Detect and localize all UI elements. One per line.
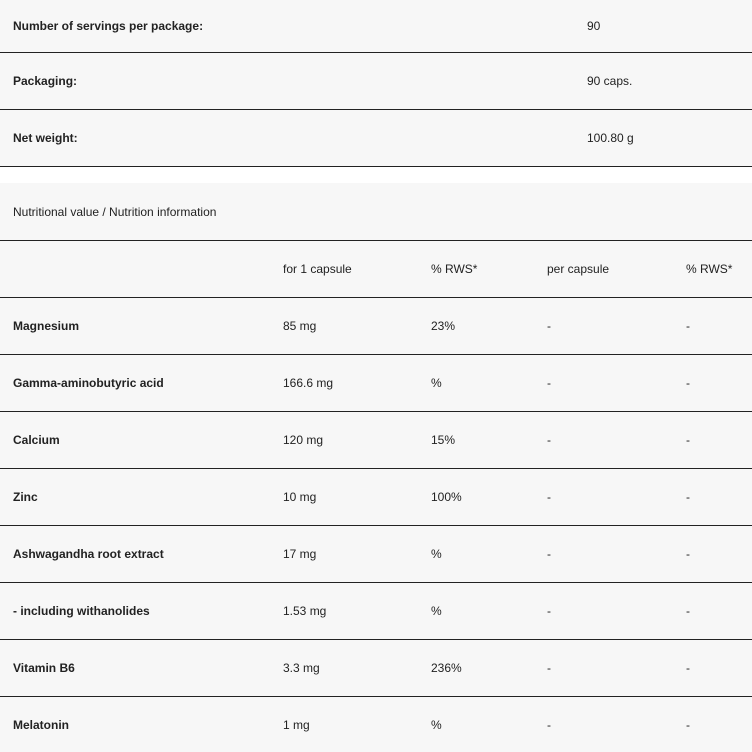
rws-percent: 15%	[431, 433, 456, 447]
rws-percent-2: -	[686, 661, 690, 675]
rws-percent: 23%	[431, 319, 456, 333]
servings-value: 90	[587, 19, 601, 33]
table-row	[0, 412, 752, 469]
per-capsule-value: -	[547, 717, 551, 732]
per-capsule-value: -	[547, 319, 551, 333]
nutrient-name: - including withanolides	[13, 604, 150, 618]
nutrient-name: Vitamin B6	[13, 661, 75, 675]
net-weight-label: Net weight:	[13, 131, 78, 145]
column-header: % RWS*	[431, 262, 478, 276]
rws-percent: %	[431, 604, 442, 618]
rws-percent-2: -	[686, 490, 690, 504]
amount-per-capsule: 17 mg	[283, 547, 317, 561]
per-capsule-value: -	[547, 661, 551, 675]
net-weight-value: 100.80 g	[587, 131, 634, 145]
per-capsule-value: -	[547, 547, 551, 561]
nutrient-name: Melatonin	[13, 717, 69, 732]
amount-per-capsule: 120 mg	[283, 433, 324, 447]
rws-percent-2: -	[686, 319, 690, 333]
table-row	[0, 697, 752, 752]
summary-row-packaging	[0, 53, 752, 110]
per-capsule-value: -	[547, 490, 551, 504]
rws-percent-2: -	[686, 547, 690, 561]
rws-percent: 236%	[431, 661, 462, 675]
table-row	[0, 355, 752, 412]
table-row	[0, 469, 752, 526]
nutrition-title-row	[0, 183, 752, 241]
amount-per-capsule: 166.6 mg	[283, 376, 334, 390]
rws-percent-2: -	[686, 433, 690, 447]
amount-per-capsule: 85 mg	[283, 319, 317, 333]
nutrition-title: Nutritional value / Nutrition information	[13, 204, 217, 219]
amount-per-capsule: 1 mg	[283, 717, 310, 732]
servings-label: Number of servings per package:	[13, 19, 204, 33]
column-header: for 1 capsule	[283, 262, 352, 276]
per-capsule-value: -	[547, 604, 551, 618]
nutrient-name: Zinc	[13, 490, 38, 504]
amount-per-capsule: 10 mg	[283, 490, 317, 504]
table-row	[0, 526, 752, 583]
column-header: % RWS*	[686, 262, 733, 276]
summary-row-servings	[0, 0, 752, 53]
amount-per-capsule: 3.3 mg	[283, 661, 320, 675]
rws-percent: %	[431, 376, 442, 390]
column-header: per capsule	[547, 262, 610, 276]
nutrient-name: Ashwagandha root extract	[13, 547, 164, 561]
amount-per-capsule: 1.53 mg	[283, 604, 327, 618]
packaging-value: 90 caps.	[587, 74, 633, 88]
rws-percent: 100%	[431, 490, 462, 504]
table-row	[0, 640, 752, 697]
nutrient-name: Magnesium	[13, 319, 80, 333]
nutrient-name: Calcium	[13, 433, 60, 447]
packaging-label: Packaging:	[13, 74, 78, 88]
table-row	[0, 583, 752, 640]
rws-percent: %	[431, 547, 442, 561]
summary-row-net-weight	[0, 110, 752, 167]
per-capsule-value: -	[547, 433, 551, 447]
rws-percent-2: -	[686, 604, 690, 618]
per-capsule-value: -	[547, 376, 551, 390]
nutrition-header-row	[0, 241, 752, 298]
rws-percent-2: -	[686, 717, 690, 732]
rws-percent-2: -	[686, 376, 690, 390]
table-row	[0, 298, 752, 355]
nutrient-name: Gamma-aminobutyric acid	[13, 376, 164, 390]
rws-percent: %	[431, 717, 442, 732]
